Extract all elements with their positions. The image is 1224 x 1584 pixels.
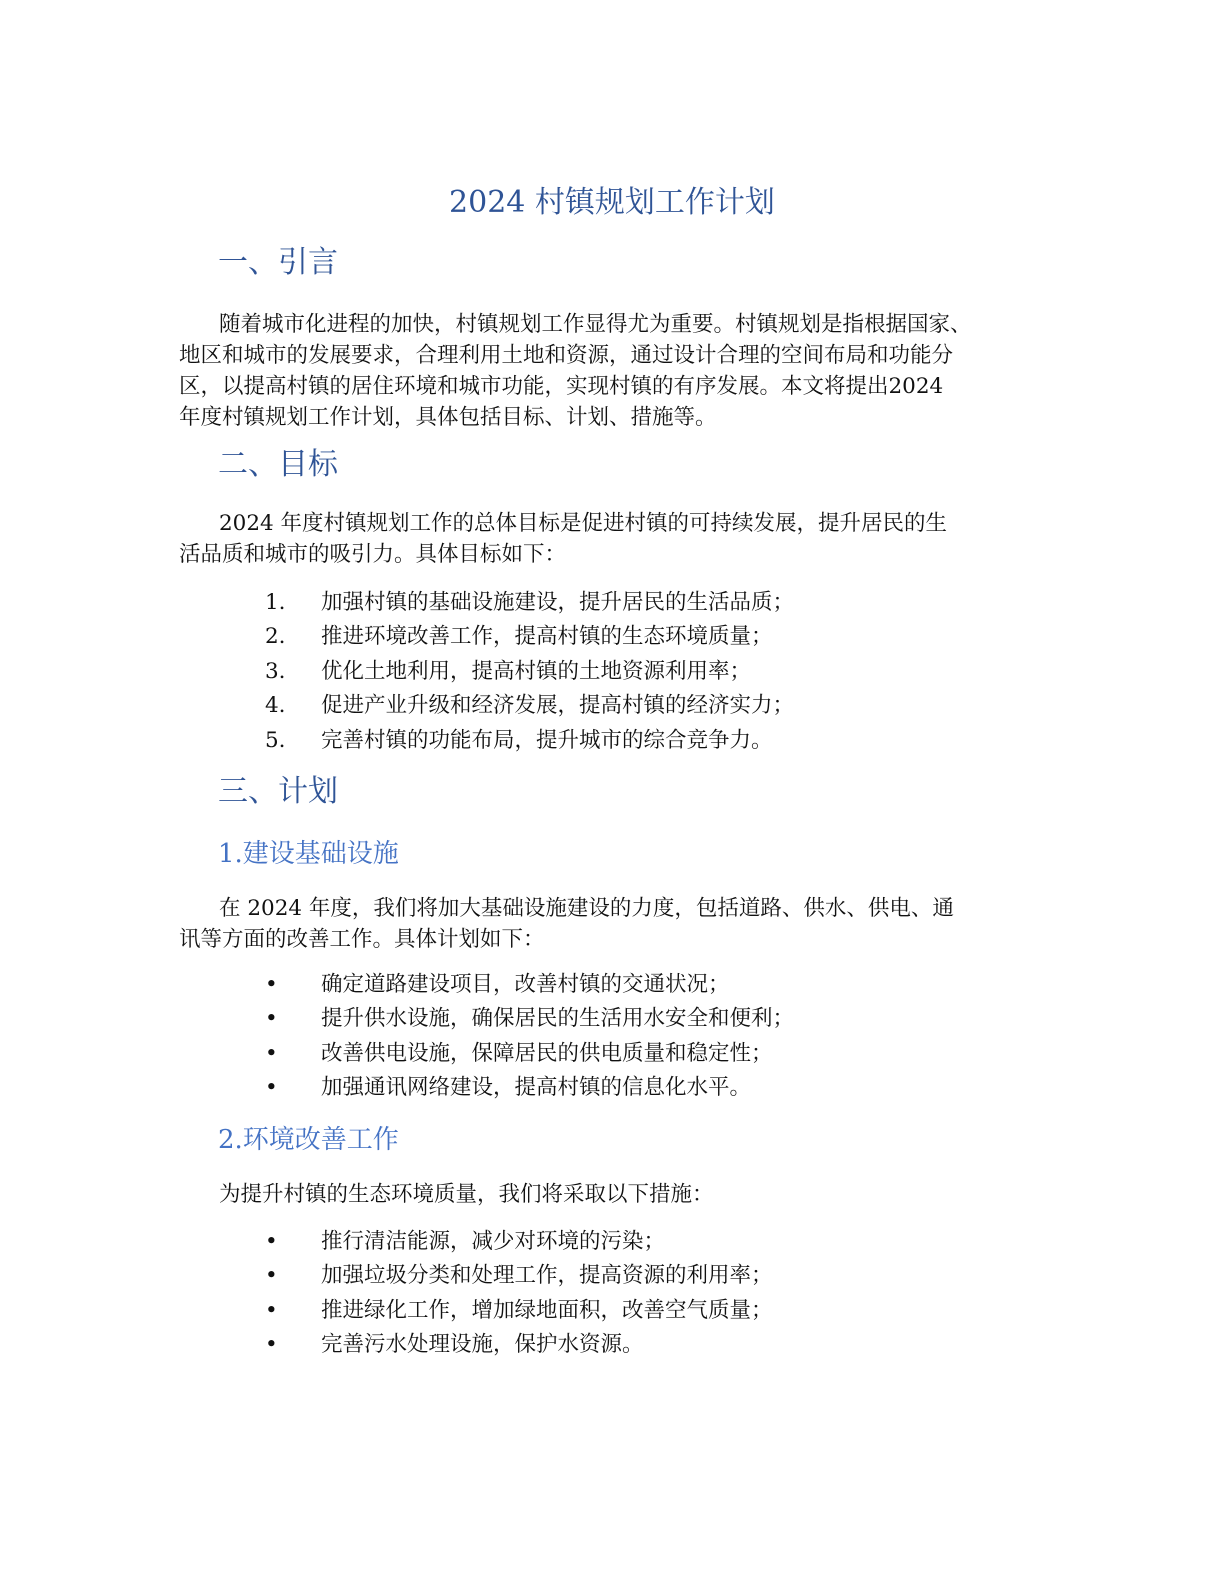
list-item [0,968,1224,1002]
list-item [0,1225,1224,1259]
list-number: 5. [265,727,286,753]
paragraph-line: 区，以提高村镇的居住环境和城市功能，实现村镇的有序发展。本文将提出2024 [179,374,944,399]
list-number: 4. [265,693,286,719]
subsection-heading-infrastructure: 1.建设基础设施 [218,839,399,869]
list-item [0,1294,1224,1328]
list-item-text: 促进产业升级和经济发展，提高村镇的经济实力； [321,693,795,719]
list-item [0,1259,1224,1293]
paragraph-line: 年度村镇规划工作计划，具体包括目标、计划、措施等。 [179,405,717,430]
list-number: 3. [265,658,286,684]
bullet: • [265,1263,278,1289]
bullet: • [265,1075,278,1101]
section-heading-plan: 三、计划 [218,774,338,809]
section-heading-intro: 一、引言 [218,245,338,280]
environment-paragraph [179,1179,1049,1210]
paragraph-line: 2024 年度村镇规划工作的总体目标是促进村镇的可持续发展，提升居民的生 [219,511,948,536]
list-item-text: 加强垃圾分类和处理工作，提高资源的利用率； [321,1263,773,1289]
list-item-text: 优化土地利用，提高村镇的土地资源利用率； [321,658,752,684]
paragraph-line: 为提升村镇的生态环境质量，我们将采取以下措施： [219,1182,714,1207]
bullet: • [265,1332,278,1358]
list-item-text: 提升供水设施，确保居民的生活用水安全和便利； [321,1006,795,1032]
list-item-text: 推行清洁能源，减少对环境的污染； [321,1229,666,1254]
intro-paragraph [179,309,1049,433]
list-item [0,620,1224,654]
list-item-text: 推进环境改善工作，提高村镇的生态环境质量； [321,624,773,650]
list-item-text: 加强村镇的基础设施建设，提升居民的生活品质； [321,590,795,615]
subsection-heading-environment: 2.环境改善工作 [218,1125,399,1155]
list-item [0,1002,1224,1036]
list-item [0,1071,1224,1105]
list-item-text: 改善供电设施，保障居民的供电质量和稳定性； [321,1040,773,1066]
list-item [0,724,1224,758]
section-heading-goals: 二、目标 [218,447,338,482]
bullet: • [265,1040,278,1066]
list-item [0,1037,1224,1071]
list-item [0,689,1224,723]
list-item [0,586,1224,620]
list-item-text: 完善村镇的功能布局，提升城市的综合竞争力。 [321,727,773,753]
bullet: • [265,1297,278,1323]
list-item-text: 推进绿化工作，增加绿地面积，改善空气质量； [321,1297,773,1323]
paragraph-line: 在 2024 年度，我们将加大基础设施建设的力度，包括道路、供水、供电、通 [219,896,954,921]
list-number: 2. [265,624,286,650]
goals-paragraph [179,508,1049,570]
paragraph-line: 地区和城市的发展要求，合理利用土地和资源，通过设计合理的空间布局和功能分 [179,343,954,368]
list-item-text: 完善污水处理设施，保护水资源。 [321,1332,644,1358]
list-item-text: 加强通讯网络建设，提高村镇的信息化水平。 [321,1075,752,1101]
infrastructure-paragraph [179,893,1049,955]
list-item-text: 确定道路建设项目，改善村镇的交通状况； [321,972,730,997]
bullet: • [265,1006,278,1032]
list-item [0,1328,1224,1362]
bullet: • [265,972,278,997]
goals-list [0,586,1224,758]
paragraph-line: 讯等方面的改善工作。具体计划如下： [179,927,545,952]
paragraph-line: 随着城市化进程的加快，村镇规划工作显得尤为重要。村镇规划是指根据国家、 [219,312,972,337]
infrastructure-list [0,968,1224,1106]
list-item [0,655,1224,689]
environment-list [0,1225,1224,1363]
document-title: 2024 村镇规划工作计划 [449,185,775,220]
list-number: 1. [265,590,286,615]
paragraph-line: 活品质和城市的吸引力。具体目标如下： [179,542,567,567]
bullet: • [265,1229,278,1254]
